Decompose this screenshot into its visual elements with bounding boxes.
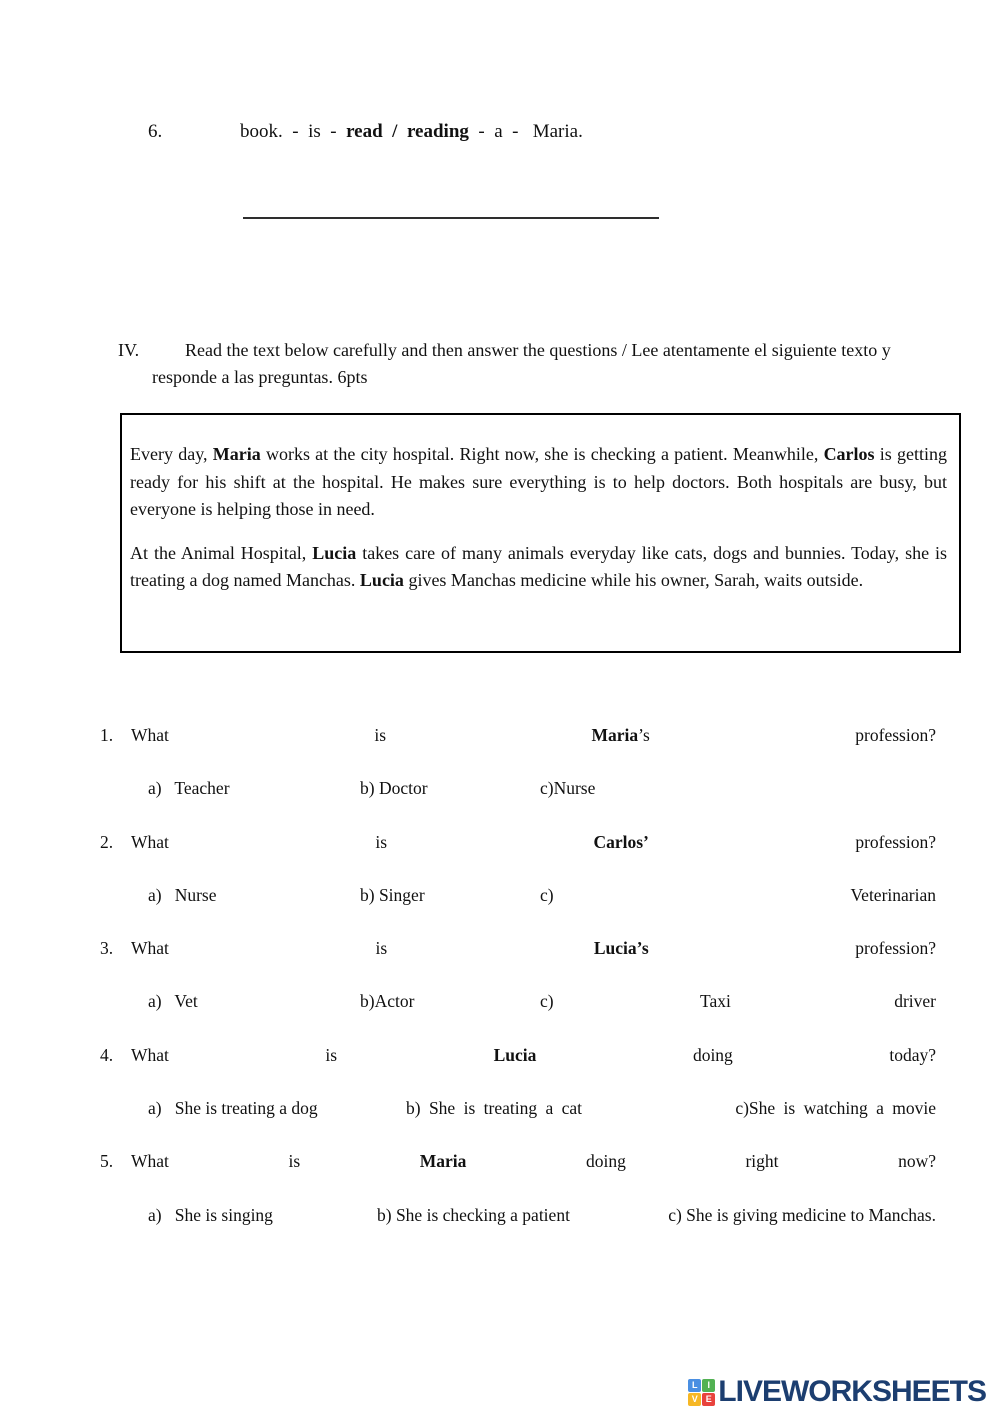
question-2	[100, 832, 936, 885]
question-5-options	[100, 1205, 936, 1258]
exercise6-scrambled-words	[240, 121, 583, 143]
question-word: What	[131, 1151, 169, 1172]
answer-blank-line[interactable]	[243, 198, 659, 219]
question-1	[100, 725, 936, 778]
option-a[interactable]: a) Vet	[148, 991, 198, 1012]
section-heading	[118, 337, 930, 391]
question-number: 3.	[100, 938, 114, 959]
option-b[interactable]: b) Doctor	[360, 778, 428, 799]
option-a[interactable]: a) She is treating a dog	[148, 1098, 318, 1119]
question-4	[100, 1045, 936, 1098]
reading-passage-box	[120, 413, 961, 653]
option-c[interactable]: c)She is watching a movie	[735, 1098, 936, 1119]
question-1-options	[100, 778, 936, 831]
question-text	[131, 832, 936, 885]
questions-section	[100, 725, 936, 1258]
question-word: What	[131, 831, 169, 852]
passage-paragraph-1: Every day, Maria works at the city hospital. Right now, she is checking a patient. Meanwhile, Carlos is getting ready for his shift at the hospital. He makes sure everything is to help doctors. Both hospitals are busy, but everyone is helping those in need.	[130, 444, 948, 519]
option-b[interactable]: b)Actor	[360, 991, 415, 1012]
question-word: doing	[585, 1151, 626, 1172]
question-word: now?	[898, 1151, 936, 1172]
question-word: is	[325, 1044, 338, 1065]
question-word: What	[131, 725, 169, 745]
option-c[interactable]: c)Nurse	[540, 778, 596, 799]
question-4-options	[100, 1098, 936, 1151]
question-word: profession?	[855, 725, 936, 745]
option-c[interactable]: c) She is giving medicine to Manchas.	[668, 1204, 936, 1225]
exercise6-text-post: - a - Maria.	[468, 121, 583, 142]
question-3	[100, 938, 936, 991]
question-word: profession?	[855, 831, 936, 852]
question-text	[131, 725, 936, 778]
question-word: Lucia’s	[593, 938, 649, 959]
liveworksheets-logo[interactable]	[688, 1377, 986, 1407]
question-word: today?	[889, 1044, 936, 1065]
question-2-options	[100, 885, 936, 938]
option-c-continued[interactable]: Veterinarian	[850, 884, 936, 905]
option-c-word-1[interactable]: Taxi	[700, 991, 731, 1012]
question-word: right	[745, 1151, 779, 1172]
question-5	[100, 1151, 936, 1204]
exercise6-number: 6.	[148, 121, 163, 142]
question-word: is	[374, 725, 387, 745]
question-word: Lucia	[493, 1044, 537, 1065]
question-text	[131, 1151, 936, 1204]
option-c-word-2[interactable]: driver	[894, 991, 936, 1012]
option-a[interactable]: a) She is singing	[148, 1204, 273, 1225]
option-b[interactable]: b) She is checking a patient	[377, 1204, 570, 1225]
question-word: What	[131, 938, 169, 959]
option-c[interactable]: c)	[540, 884, 554, 905]
question-word: is	[288, 1151, 301, 1172]
question-word: is	[375, 938, 388, 959]
logo-square-i: I	[702, 1379, 715, 1392]
question-number: 2.	[100, 831, 114, 852]
question-word: Maria	[419, 1151, 467, 1172]
exercise6-text-pre: book. - is -	[240, 121, 347, 142]
question-word: Maria’s	[591, 725, 650, 745]
question-word: profession?	[855, 938, 936, 959]
question-text	[131, 1045, 936, 1098]
question-text	[131, 938, 936, 991]
section-instruction: Read the text below carefully and then answer the questions / Lee atentamente el siguiente texto y responde a las preguntas. 6pts	[152, 340, 891, 387]
option-c[interactable]: c)	[540, 991, 554, 1012]
question-number: 1.	[100, 725, 114, 745]
exercise6-text-bold: read / reading	[346, 121, 469, 142]
liveworksheets-wordmark: LIVEWORKSHEETS	[718, 1375, 986, 1408]
question-number: 4.	[100, 1044, 114, 1065]
question-word: is	[375, 831, 388, 852]
question-word: doing	[692, 1044, 733, 1065]
option-b[interactable]: b) Singer	[360, 884, 425, 905]
option-b[interactable]: b) She is treating a cat	[406, 1098, 582, 1119]
liveworksheets-grid-icon	[688, 1379, 715, 1406]
question-number: 5.	[100, 1151, 114, 1172]
logo-square-v: V	[688, 1393, 701, 1406]
question-word: Carlos’	[593, 831, 649, 852]
option-a[interactable]: a) Teacher	[148, 778, 230, 799]
question-word: What	[131, 1044, 169, 1065]
option-a[interactable]: a) Nurse	[148, 884, 217, 905]
question-3-options	[100, 991, 936, 1044]
logo-square-l: L	[688, 1379, 701, 1392]
section-label: IV.	[118, 340, 140, 360]
logo-square-e: E	[702, 1393, 715, 1406]
passage-paragraph-2: At the Animal Hospital, Lucia takes care of many animals everyday like cats, dogs and bunnies. Today, she is treating a dog named Manchas. Lucia gives Manchas medicine while his owner, Sarah, waits outside.	[130, 542, 948, 590]
